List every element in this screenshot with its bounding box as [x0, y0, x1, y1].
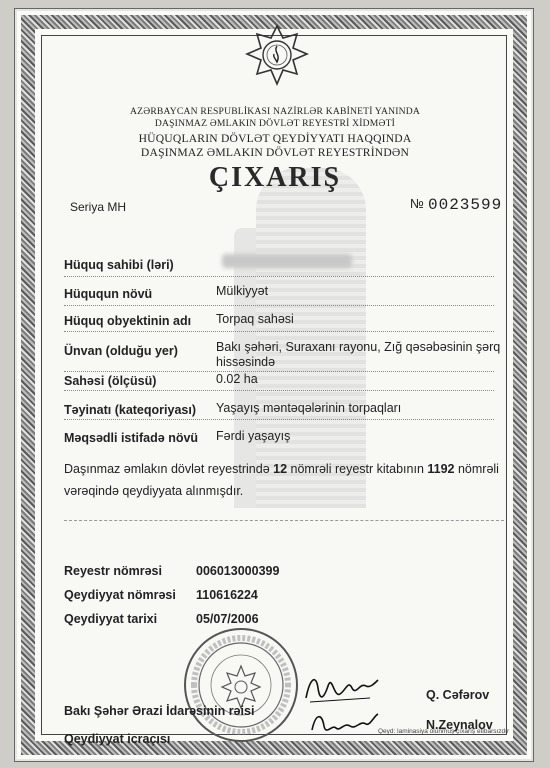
registry-number-label: Reyestr nömrəsi	[64, 564, 162, 578]
document-title: ÇIXARIŞ	[208, 162, 342, 193]
header-line-4: DAŞINMAZ ƏMLAKIN DÖVLƏT REYESTRİNDƏN	[140, 146, 410, 159]
registry-number-value: 006013000399	[196, 564, 280, 578]
registration-number-value: 110616224	[196, 588, 258, 602]
field-value-object-name: Torpaq sahəsi	[216, 312, 294, 326]
field-label-right-type: Hüququn növü	[64, 287, 153, 301]
office-head-label: Bakı Şəhər Ərazi İdarəsinin rəisi	[64, 704, 255, 718]
field-divider	[64, 419, 494, 420]
signature-zeynalov-icon	[304, 704, 384, 744]
state-emblem-icon	[245, 24, 309, 88]
field-divider	[64, 390, 494, 391]
redacted-owner-name	[222, 254, 352, 268]
field-label-area: Sahəsi (ölçüsü)	[64, 374, 157, 388]
field-value-usage: Fərdi yaşayış	[216, 429, 291, 443]
field-divider	[64, 305, 494, 306]
sheet-number: 1192	[427, 462, 455, 476]
field-divider	[64, 276, 494, 277]
registration-number-label: Qeydiyyat nömrəsi	[64, 588, 176, 602]
number-sign: №	[410, 196, 424, 211]
document-number: 0023599	[428, 196, 503, 214]
field-value-category: Yaşayış məntəqələrinin torpaqları	[216, 401, 402, 415]
executor-name: N.Zeynalov	[426, 718, 493, 732]
registry-book-number: 12	[273, 462, 288, 476]
office-head-name: Q. Cəfərov	[426, 688, 490, 702]
field-value-address: Bakı şəhəri, Suraxanı rayonu, Zığ qəsəbəsinin şərq hissəsində	[216, 340, 501, 369]
official-stamp-icon	[182, 626, 300, 744]
field-divider	[64, 331, 494, 332]
field-label-object-name: Hüquq obyektinin adı	[64, 314, 192, 328]
field-value-area: 0.02 ha	[216, 372, 258, 386]
field-label-usage: Məqsədli istifadə növü	[64, 431, 199, 445]
field-divider	[64, 371, 494, 372]
registration-date-value: 05/07/2006	[196, 612, 259, 626]
maiden-tower-watermark	[234, 168, 379, 508]
registration-date-label: Qeydiyyat tarixi	[64, 612, 158, 626]
registration-paragraph: Daşınmaz əmlakın dövlət reyestrində 12 nömrəli reyestr kitabının 1192 nömrəli vərəqində qeydiyyata alınmışdır.	[64, 462, 499, 498]
executor-label: Qeydiyyat icraçısı	[64, 732, 171, 746]
field-label-category: Təyinatı (kateqoriyası)	[64, 403, 196, 417]
field-value-right-type: Mülkiyyət	[216, 284, 269, 298]
header-line-3: HÜQUQLARIN DÖVLƏT QEYDİYYATI HAQQINDA	[138, 132, 412, 145]
section-divider	[64, 520, 504, 521]
field-label-address: Ünvan (olduğu yer)	[64, 344, 178, 358]
header-line-1: AZƏRBAYCAN RESPUBLİKASI NAZİRLƏR KABİNETİ YANINDA	[130, 106, 420, 117]
header-line-2: DAŞINMAZ ƏMLAKIN DÖVLƏT REYESTRİ XİDMƏTİ	[154, 118, 396, 129]
series-label: Seriya MH	[70, 200, 127, 214]
lamination-note: Qeyd: laminasiya olunmuş çıxarış etibarsızdır	[378, 728, 510, 735]
field-label-owner: Hüquq sahibi (ləri)	[64, 258, 174, 272]
